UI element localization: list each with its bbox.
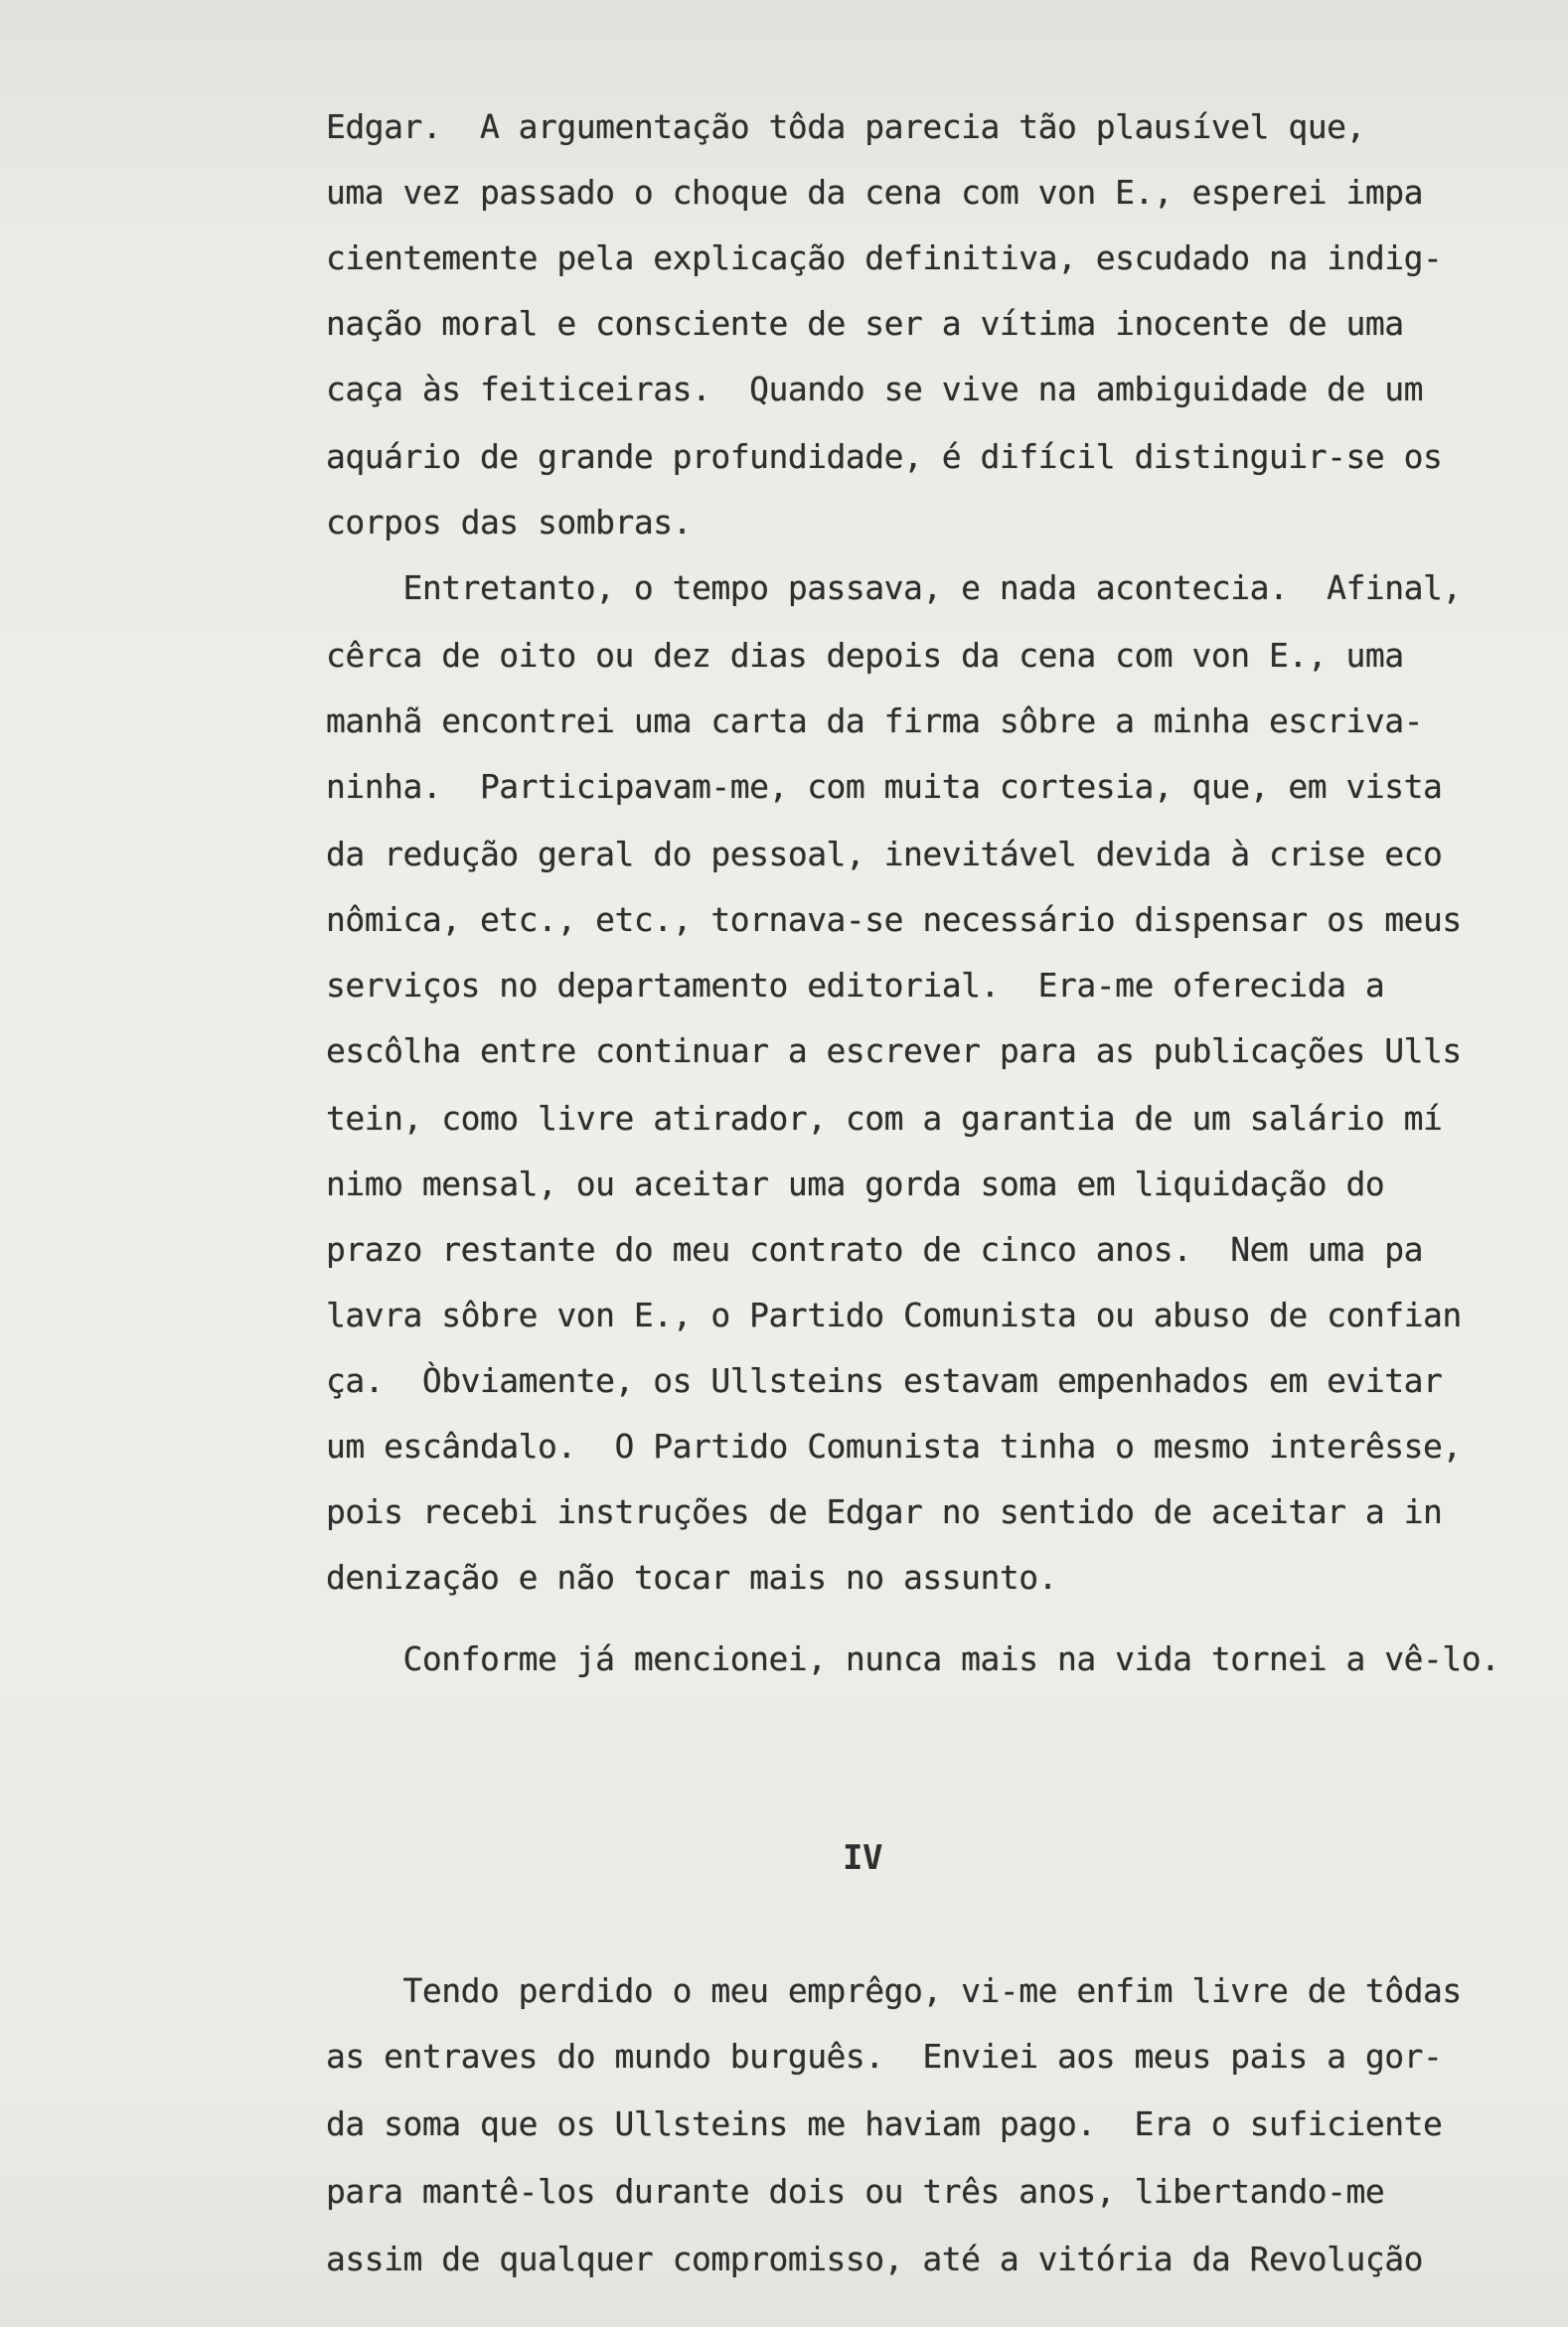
text-line: nação moral e consciente de ser a vítima inocente de uma [326, 304, 1404, 343]
text-line: Entretanto, o tempo passava, e nada acontecia. Afinal, [326, 568, 1462, 607]
text-line: lavra sôbre von E., o Partido Comunista ou abuso de confian [326, 1296, 1462, 1334]
text-line: nômica, etc., etc., tornava-se necessário dispensar os meus [326, 900, 1462, 939]
text-line: as entraves do mundo burguês. Enviei aos meus pais a gor- [326, 2037, 1443, 2076]
text-line: um escândalo. O Partido Comunista tinha o mesmo interêsse, [326, 1427, 1462, 1466]
text-line: assim de qualquer compromisso, até a vitória da Revolução [326, 2240, 1423, 2278]
text-line: prazo restante do meu contrato de cinco anos. Nem uma pa [326, 1230, 1423, 1269]
text-line: caça às feiticeiras. Quando se vive na ambiguidade de um [326, 370, 1423, 408]
text-line: escôlha entre continuar a escrever para as publicações Ulls [326, 1031, 1462, 1070]
text-line: Conforme já mencionei, nunca mais na vida tornei a vê-lo. [326, 1639, 1500, 1678]
text-line: da soma que os Ullsteins me haviam pago. Era o suficiente [326, 2104, 1443, 2143]
text-line: tein, como livre atirador, com a garantia de um salário mí [326, 1099, 1443, 1138]
text-line: pois recebi instruções de Edgar no sentido de aceitar a in [326, 1492, 1443, 1531]
text-line: denização e não tocar mais no assunto. [326, 1558, 1057, 1597]
text-line: ça. Òbviamente, os Ullsteins estavam empenhados em evitar [326, 1361, 1443, 1400]
text-line: ninha. Participavam-me, com muita cortesia, que, em vista [326, 767, 1443, 806]
text-line: Tendo perdido o meu emprêgo, vi-me enfim livre de tôdas [326, 1971, 1462, 2010]
text-line: da redução geral do pessoal, inevitável devida à crise eco [326, 835, 1443, 873]
text-line: nimo mensal, ou aceitar uma gorda soma em liquidação do [326, 1164, 1385, 1203]
text-line: manhã encontrei uma carta da firma sôbre a minha escriva- [326, 701, 1423, 740]
text-line: Edgar. A argumentação tôda parecia tão plausível que, [326, 107, 1365, 146]
section-heading: IV [843, 1838, 882, 1878]
text-line: cientemente pela explicação definitiva, escudado na indig- [326, 238, 1443, 277]
text-line: corpos das sombras. [326, 503, 692, 542]
text-line: cêrca de oito ou dez dias depois da cena com von E., uma [326, 636, 1404, 675]
text-line: aquário de grande profundidade, é difícil distinguir-se os [326, 437, 1443, 476]
text-line: uma vez passado o choque da cena com von E., esperei impa [326, 173, 1423, 212]
text-line: serviços no departamento editorial. Era-me oferecida a [326, 966, 1385, 1005]
text-line: para mantê-los durante dois ou três anos, libertando-me [326, 2172, 1385, 2211]
